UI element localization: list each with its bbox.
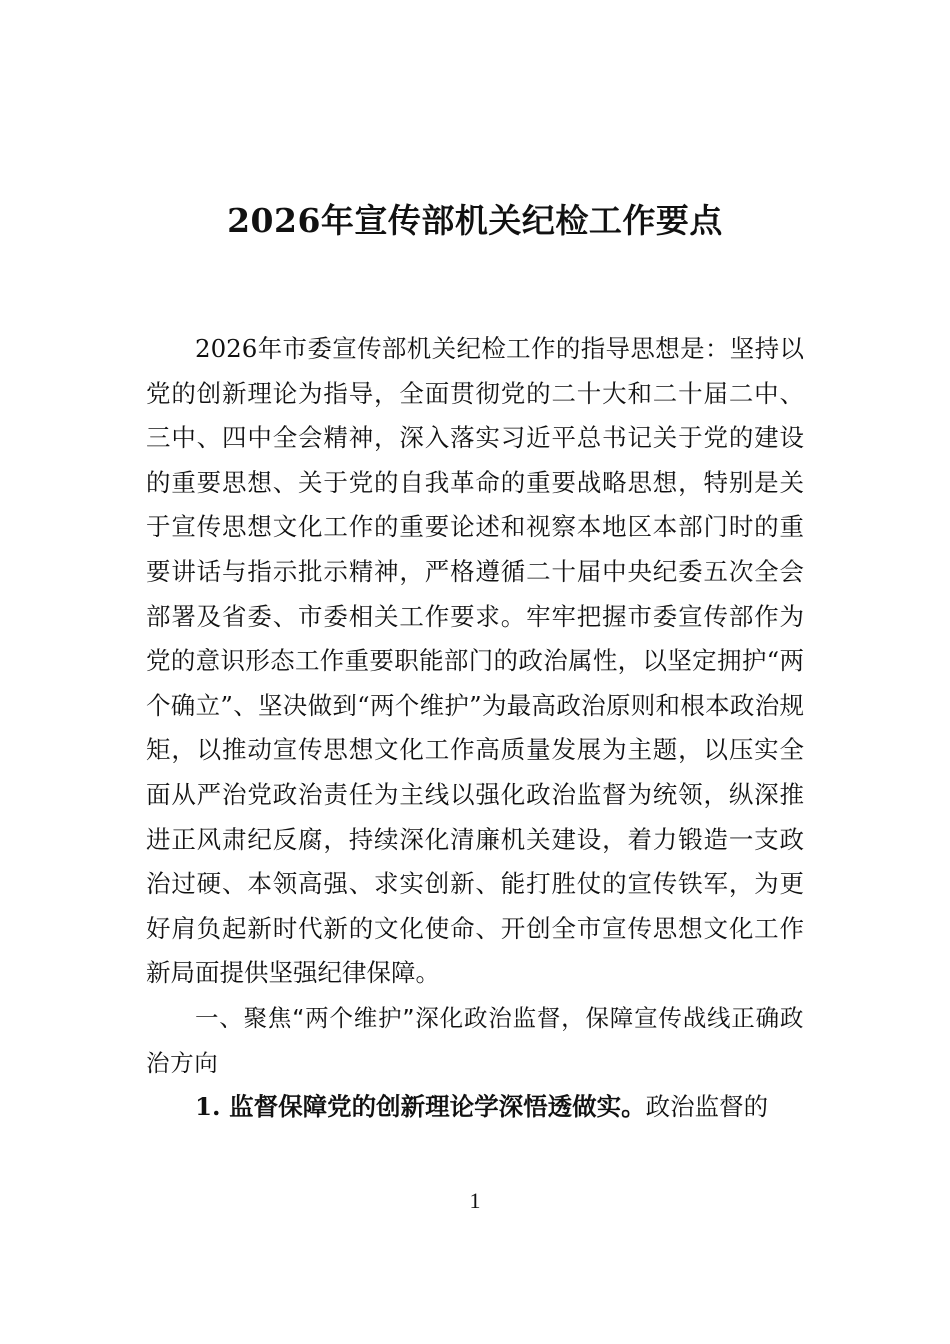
item-1-lead: 1. 监督保障党的创新理论学深悟透做实。: [195, 1092, 646, 1122]
item-paragraph-1: [146, 1085, 804, 1130]
document-title: 2026年宣传部机关纪检工作要点: [227, 201, 723, 240]
page-number: 1: [469, 1188, 481, 1213]
section-heading-1: 一、聚焦“两个维护”深化政治监督，保障宣传战线正确政治方向: [146, 1003, 804, 1077]
item-1-text: 政治监督的: [645, 1092, 769, 1122]
document-body: [146, 327, 804, 1130]
intro-paragraph: 2026年市委宣传部机关纪检工作的指导思想是：坚持以党的创新理论为指导，全面贯彻党的二十大和二十届二中、三中、四中全会精神，深入落实习近平总书记关于党的建设的重要思想、关于党的自我革命的重要战略思想，特别是关于宣传思想文化工作的重要论述和视察本地区本部门时的重要讲话与指示批示精神，严格遵循二十届中央纪委五次全会部署及省委、市委相关工作要求。牢牢把握市委宣传部作为党的意识形态工作重要职能部门的政治属性，以坚定拥护“两个确立”、坚决做到“两个维护”为最高政治原则和根本政治规矩，以推动宣传思想文化工作高质量发展为主题，以压实全面从严治党政治责任为主线以强化政治监督为统领，纵深推进正风肃纪反腐，持续深化清廉机关建设，着力锻造一支政治过硬、本领高强、求实创新、能打胜仗的宣传铁军，为更好肩负起新时代新的文化使命、开创全市宣传思想文化工作新局面提供坚强纪律保障。: [146, 334, 804, 988]
